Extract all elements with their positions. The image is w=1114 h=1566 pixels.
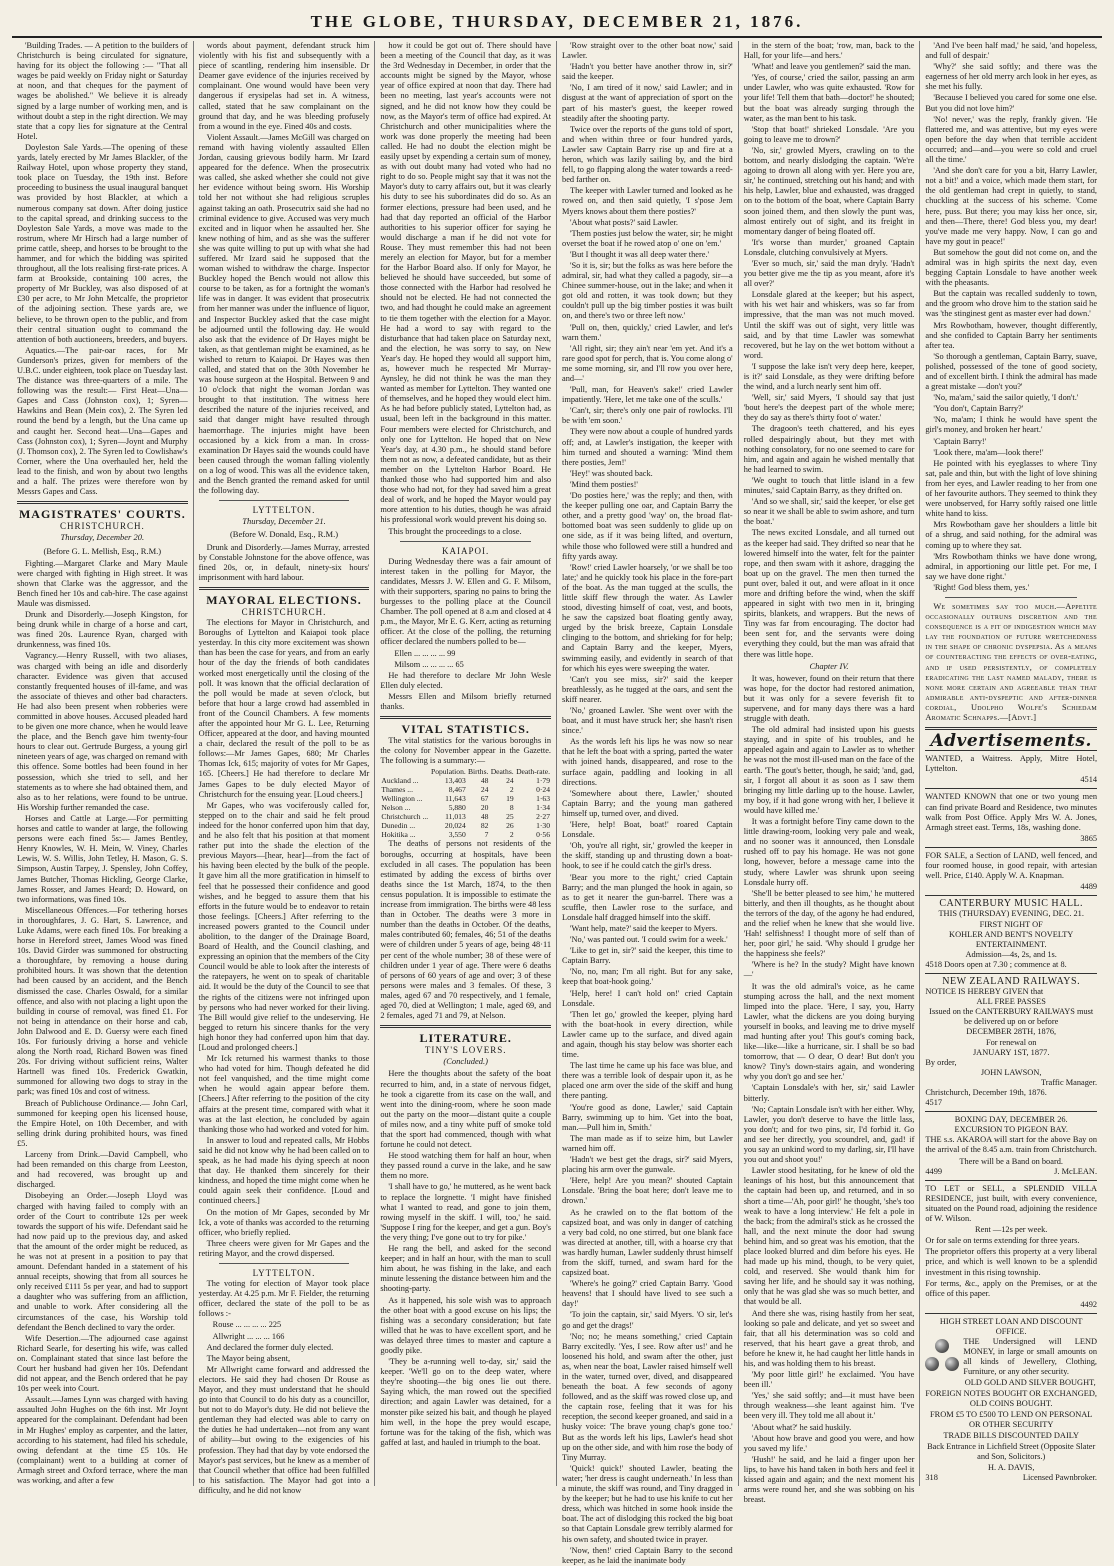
story-paragraph: 'My poor little girl!' he exclaimed. 'You have been ill.' bbox=[743, 1370, 915, 1390]
court-publichouse: Breach of Publichouse Ordinance.— John Carl, summoned for keeping open his licensed house, the Empire Hotel, on 10th December, and with selling drink during prohibited hours, was fined £5. bbox=[17, 1098, 188, 1148]
lyttelton-drunk: Drunk and Disorderly.—James Murray, arrested by Constable Johnstone for the above offence, was fined 20s, or, in default, ninety-six hours' imprisonment with hard labour. bbox=[198, 542, 370, 582]
section-rule bbox=[925, 727, 1097, 730]
story-paragraph: 'Hadn't you better have another throw in, sir?' said the keeper. bbox=[562, 62, 733, 82]
court-fighting: Fighting.—Margaret Clarke and Mary Maule were charged with fighting in High street. It was shown that Clarke was the aggressor, and the Bench fined her 10s and cab-hire. The case against Maule was dismissed. bbox=[17, 558, 188, 608]
ad-waitress: WANTED, a Waitress. Apply, Mitre Hotel, Lyttelton. 4514 bbox=[925, 750, 1097, 788]
story-paragraph: 'Mind them posties!' bbox=[570, 479, 638, 489]
divider bbox=[219, 1263, 350, 1264]
story-paragraph: 'Hey!' was shouted back. bbox=[570, 468, 653, 478]
story-paragraph: 'No,' was panted out. 'I could swim for a week.' bbox=[570, 935, 728, 945]
court-wife-desertion: Wife Desertion.—The adjourned case against Richard Searle, for deserting his wife, was called on. Complainant stated that since last before the Court her husband had given her 10s. Defendant did not appear, and the Bench ordered that he pay 10s per week into Court. bbox=[17, 1333, 188, 1394]
schnapps-advertorial: We sometimes say too much.—Appetite occasionally outruns discretion and the consequence is a fit of indigestion which may lay the foundation of future wretchedness in the shape of chronic dyspepsia. As a means of counteracting the effects of over-eating, and if used persistently, of completely eradicating the last named malady, there is none more certain and agreeable than that admirable anti-dyspeptic and after-dinner cordial, Udolpho Wolfe's Schiedam Aromatic Schnapps.—[Advt.] bbox=[925, 601, 1098, 722]
election-close: This brought the proceedings to a close. bbox=[388, 526, 522, 536]
story-paragraph: 'Quick! quick!' shouted Lawler, beating the water; 'her dress is caught underneath.' In less than a minute, the skiff was round, and Tiny dragged in by the keeper; but he had to use his knife to cut her dress, which was hitched in some hook inside the boat. The act of dislodging this rocked the big boat so that Captain Lonsdale grew terribly alarmed for his own safety, and shouted twice in prayer. bbox=[562, 1463, 733, 1544]
story-paragraph: 'Them posties just below the water, sir; he might overset the boat if he rowed atop o' one on 'em.' bbox=[562, 228, 733, 248]
story-paragraph: 'Bear you more to the right,' cried Captain Barry; and the man plunged the hook in again, so as to get it nearer the gun-barrel. There was a scuffle, then Lawler rose to the surface, and Lonsdale half dragged himself into the skiff. bbox=[562, 872, 733, 922]
column-3 bbox=[375, 41, 557, 1486]
story-paragraph: 'Pull on, then, quickly,' cried Lawler, and let's warn them.' bbox=[562, 322, 733, 342]
story-paragraph: 'Hadn't we best get the drags, sir?' said Myers, placing his arm over the gunwale. bbox=[562, 1155, 733, 1175]
story-paragraph: 'You don't, Captain Barry?' bbox=[933, 404, 1024, 414]
story-paragraph: 'Where is he? In the study? Might have known—' bbox=[743, 960, 915, 980]
court-vagrancy: Vagrancy.—Henry Russell, with two aliases, was charged with being an idle and disorderly character. Evidence was given that accused constantly frequented houses of ill-fame, and was the associate of thieves and other bad characters. He had also been present when robberies were committed in above houses. Accused pleaded hard to be given one more chance, when he would leave the place, and the Bench gave him twenty-four hours to clear out. Gertrude Burgess, a young girl nineteen years of age, was charged on remand with this offence. Some bottles had been found in her possession, which she tried to sell, and her statements as to where she had obtained them, and also as to her relations, were found to be untrue. His Worship further remanded the case. bbox=[17, 651, 188, 812]
story-paragraph: 'Row!' cried Lawler hoarsely, 'or we shall be too late;' and he quickly took his place in the fore-part of the boat. As the man tugged at the sculls, the little skiff flew through the water. As Lawler stood, divesting himself of coat, vest, and boots, he saw the capsized boat floating gently away, urged by the brisk breeze, Captain Lonsdale clinging to the bottom, and shrieking for for help; and Captain Barry and the keeper, Myers, swimming easily, and evidently in search of that for which his eyes were sweeping the water. bbox=[562, 562, 733, 673]
vital-statistics-intro: The vital statistics for the various boroughs in the colony for November appear in the Gazette. The following is a summary:— bbox=[380, 736, 552, 766]
story-paragraph: 'Oh, you're all right, sir,' growled the keeper in the skiff, standing up and thrusting down a boat-hook, to see if he could catch the girl's dress. bbox=[562, 841, 733, 871]
story-paragraph: 'Now, then!' cried Captain Barry to the second keeper, as he laid the inanimate body bbox=[562, 1545, 733, 1565]
table-row: Christchurch ... 11,013 48 25 2·27 bbox=[381, 812, 551, 822]
story-paragraph: 'So it is, sir; but the folks as was here before the admiral, sir, had what they called a pagody, sir—a Chinee summer-house, out in the lake; and when it got old and rotten, it was took down; but they couldn't pull up the big timber posties it was built on, and there's two or three left now.' bbox=[562, 260, 733, 321]
story-paragraph: 'Want help, mate?' said the keeper to Myers. bbox=[570, 923, 718, 933]
chapter-heading: Chapter IV. bbox=[809, 660, 849, 671]
story-paragraph: He pointed with his eyeglasses to where Tiny sat, pale and thin, but with the light of love shining from her eyes, and Lawler reading to her from one of her favourite authors. They seemed to think they were unobserved, for Harry softly raised one little white hand to kiss. bbox=[925, 458, 1098, 519]
literature-heading: LITERATURE. bbox=[419, 1031, 512, 1046]
story-paragraph: 'Like to get in, sir?' said the keeper, this time to Captain Barry. bbox=[562, 946, 733, 966]
election-declared: And declared the former duly elected. bbox=[206, 1342, 334, 1352]
story-paragraph: The old admiral had insisted upon his guests staying, and in spite of his troubles, and he appealed again and again to Lawler as to whether he was not the most ill-used man on the face of the earth. 'The gout's better, though, he said; 'and, gad, sir, I forgot all about it as soon as I saw them bringing my little darling up to the house. Lawler, my boy, if it had gone wrong with her, I believe it would have killed me.' bbox=[743, 725, 915, 815]
story-paragraph: 'You're good as done, Lawler,' said Captain Barry, swimming up to him. 'Get into the boat, man.—Pull him in, Smith.' bbox=[562, 1102, 733, 1132]
court-date: Thursday, December 20. bbox=[60, 532, 145, 543]
table-row: Thames ... 8,467 24 2 0·24 bbox=[381, 785, 551, 795]
article-doyleston-sale-yards: Doyleston Sale Yards.—The opening of these yards, lately erected by Mr James Blackler, of the Railway Hotel, upon whose property they stand, took place on Tuesday, the 19th inst. Before proceeding to business the usual inaugural banquet was provided by host Blackler, at which a numerous company sat down. After doing justice to the capital spread, and drinking success to the Doyleston Sale Yards, a move was made to the rostrum, where Mr Hirsch had a large number of prime cattle, sheep, and horses to be brought to the hammer, and for which the bidding was spirited throughout, all the lots realising first-rate prices. A farm at Brookside, containing 100 acres, the property of Mr Buckley, was also disposed of at £30 per acre, to Mr John Metcalfe, the proprietor of the adjoining section. These yards are, we believe, to be thrown open to the public, and from their central situation ought to command the attention of both auctioneers, breeders, and buyers. bbox=[17, 142, 188, 344]
story-paragraph: 'I suppose the lake isn't very deep here, keeper, is it?' said Lonsdale, as they were drifting before the wind, and a lurch nearly sent him off. bbox=[743, 361, 915, 392]
story-paragraph: Mrs Rowbotham gave her shoulders a little bit of a shrug, and said nothing, for the admiral was coming up to where they sat. bbox=[925, 520, 1098, 550]
election-christchurch: The elections for Mayor in Christchurch, and Boroughs of Lyttelton and Kaiapoi took place yesterday. In this city more excitement was shown than has been the case for years, and from an early hour of the day the friends of both candidates worked most energetically until the closing of the poll. It was known that the official declaration of the poll would be made at seven o'clock, but before that hour a large crowd had assembled in front of the Council Chambers. A few moments after the appointed hour Mr G. L. Lee, Returning Officer, appeared at the door, and having mounted a chair, declared the result of the poll to be as follows:—Mr James Gapes, 680; Mr Charles Thomas Ick, 615; majority of votes for Mr Gapes, 165. [Cheers.] He had therefore to declare Mr James Gapes to be duly elected Mayor of Christchurch for the ensuing year. [Loud cheers.] bbox=[198, 618, 370, 799]
election-allwright-cont: how it could be got out of. There should have been a meeting of the Council that day, as it was the 3rd Wednesday in December, in order that the accounts might be signed by the Mayor, whose year of office expired at noon that day. There had been no meeting, last year's accounts were not signed, and he did not know how they could be now, as the Mayor's term of office had expired. At Christchurch and other municipalities where the work was done properly the meeting had been called. He had no doubt the election might be easily upset by expending a certain sum of money, as with out doubt many had voted who had no right to do so. People might say that it was not the Mayor's duty to carry affairs out, but it was clearly his duty to see his subordinates did do so. As an former elections, pressure had been used, and he had that day reported an official of the Harbor authorities to his superior officer for saying he would discharge a man if he did not vote for Rouse. They must remember this had not been merely an election for Mayor, but for a member for the Harbor Board also. If only for Mayor, he believed he should have succeeded, but some of those connected with the Harbor had resolved he should not be elected. He had not connected the two, and had thought he could make an agreement to tie them together with the election for a Mayor. He had a word to say with regard to the disturbance that had taken place on Saturday next, and the election, he was sorry to say, on New Year's day. He hoped they would all support him, as, however much he respected Mr Murray-Aynsley, he did not think he was the man they wanted as member for Lyttelton. They wanted one of themselves, and he hoped they would elect him. As he had before publicly stated, Lyttelton had, as usual, been left in the background in this matter. Four members were elected for Christchurch, and only one for Lyttelton. He hoped that on New Year's day, at 4.30 p.m., he should stand before them not as now, a defeated candidate, but as their member on the Lyttelton Harbor Board. He thanked those who had supported him and also those who had not, for they had saved him a great deal of work, and he hoped the Mayor would pay more attention to his duties, though he was afraid his professional work would prevent his doing so. bbox=[380, 41, 552, 525]
story-paragraph: 'I shall have to go,' he muttered, as he went back to replace the lorgnette. 'I might have finished what I wanted to read, and gone to join them, rowing myself in the skiff. I will, too,' he said. 'Suppose I ring for the keeper, and get a gun. Boy's the very thing; I've gone out to try for pike.' bbox=[380, 1182, 552, 1242]
story-paragraph: 'No, no, man; I'm all right. But for any sake, keep that boat-hook going.' bbox=[562, 967, 733, 987]
story-paragraph: 'We ought to touch that little island in a few minutes,' said Captain Barry, as they drifted on. bbox=[743, 475, 915, 496]
poll-row: Rouse ... ... ... ... 225 bbox=[212, 1320, 282, 1330]
story-paragraph: 'No, sir,' growled Myers, crawling on to the bottom, and nearly dislodging the captain. 'We're agoing to drown all along with yer. Here you are, sir,' he continued, stretching out his hand; and with his help, Lawler, blue and exhausted, was dragged on to the bottom of the boat, where Captain Barry soon joined them, and then slowly the punt was, almost entirely out of sight, and its freight in momentary danger of being floated off. bbox=[743, 145, 915, 236]
divider bbox=[219, 500, 350, 501]
election-kaiapoi-thanks: Messrs Ellen and Milsom briefly returned thanks. bbox=[380, 691, 552, 711]
ad-boxing-day-excursion: BOXING DAY, DECEMBER 26. EXCURSION TO PIGEON BAY. THE s.s. AKAROA will start for the above Bay on the arrival of the 8.45 a.m. train from Christchurch. There will be a Band on board. 4499 J. McLEAN. bbox=[925, 1111, 1097, 1180]
story-paragraph: 'And she don't care for you a bit, Harry Lawler, not a bit!' and a voice, which made them start, for the old gentleman had crept in quietly, to stand, chuckling at the success of his scheme. 'Come here, puss. But there; you may kiss her once, sir, and then—There, there! God bless you, my dear! you've made me very happy. Now, I can go and have my gout in peace!' bbox=[925, 166, 1098, 246]
court-larceny: Larceny from Drink.—David Campbell, who had been remanded on this charge from Leeston, and had recovered, was brought up and discharged. bbox=[17, 1150, 188, 1190]
court-misc: Miscellaneous Offences.—For tethering horses in thoroughfares, J. G. Hart, S. Lawrence, and Luke Adams, were each fined 10s. For breaking a horse in Hereford street, James Wood was fined 10s. David Girder was summoned for obstructing a thoroughfare, by removing a house during prohibited hours. It was shown that the detention had been caused by an accident, and the Bench dismissed the case. Charles Oswald, for a similar offence, and also with not placing a light upon the building in course of removal, was fined £1. For not being in attendance on their horse and cab, John Dalwood and E. D. Guersy were each fined 10s. For furiously driving a horse and vehicle along the North road, Richard Bowen was fined 20s. For driving without sufficient reins, Walter Hartnell was fined 10s. Frederick Gwatkin, summoned for allowing two dogs to stray in the park; was fined 10s and cost of witness. bbox=[17, 905, 188, 1097]
column-4 bbox=[557, 41, 739, 1565]
story-paragraph: He stood watching them for half an hour, when they passed round a curve in the lake, and he saw them no more. bbox=[380, 1151, 552, 1181]
column-5 bbox=[739, 41, 921, 1505]
court-assault: Assault.—James Lynn was charged with having assaulted John Hughes on the 6th inst. Mr Joynt appeared for the complainant. Defendant had been in Mr Hughes' employ as carpenter, and the latter, according to his statement, had filed his schedule, owing defendant at the time £5 10s. He (complainant) went to a building at corner of Armagh street and Oxford terrace, where the man was working, and after a few bbox=[17, 1395, 188, 1486]
story-paragraph: As he crawled on to the flat bottom of the capsized boat, and was only in danger of catching a very bad cold, no one stirred, but one blank face was directed at another, till, with a hoarse cry that was hardly human, Lawler suddenly thrust himself from the skiff, turned, and swam hard for the capsized boat. bbox=[562, 1207, 733, 1278]
column-2 bbox=[194, 41, 376, 1495]
story-paragraph: 'Yes, of course,' cried the sailor, passing an arm under Lawler, who was quite exhausted. 'Row for your life! Tell them that bath—doctor!' he shouted; but the boat was already surging through the water, as the man bent to his task. bbox=[743, 73, 915, 123]
story-paragraph: 'Somewhere about there, Lawler,' shouted Captain Barry; and the young man gathered himself up, turned over, and dived. bbox=[562, 788, 733, 818]
story-paragraph: 'No, ma'am,' said the sailor quietly, 'I don't.' bbox=[933, 393, 1079, 403]
vital-statistics-text: The deaths of persons not residents of the boroughs, occurring at hospitals, have been excluded in all cases. The population has been estimated by adding the excess of births over deaths since the 1st March, 1874, to the then census population. It is impossible to estimate the increase from immigration. The births were 48 less than in October. The deaths were 3 more in number than the deaths in October. Of the deaths, males contributed 60; females, 46; 51 of the deaths were of children under 5 years of age, being 48·11 per cent of the whole number; 38 of these were of children under 1 year of age. There were 6 deaths of persons of 60 years of age and over; 3 of these persons were males and 3 females. Of these, 3 males, aged 67 and 70 respectively, and 1 female, aged 70, died at Wellington; 1 male, aged 69, and 2 females, aged 71 and 79, at Nelson. bbox=[380, 839, 552, 1021]
column-1 bbox=[12, 41, 194, 1486]
table-row: Hokitika ... 3,550 7 2 0·56 bbox=[381, 830, 551, 840]
court-disobeying: Disobeying an Order.—Joseph Lloyd was charged with having failed to comply with an order of the Court to contribute 12s per week towards the support of his wife. Defendant said he had now paid up to the previous day, and asked that the amount of the order might be reduced, as he was not at present in a position to pay that amount. Defendant handed in a statement of his annual receipts, showing that from all sources he only received £111 5s per year, and had to support a daughter who was suffering from an affliction, and unable to work. After considering all the circumstances of the case, his Worship told defendant the Bench declined to vary the order. bbox=[17, 1191, 188, 1332]
masthead: THE GLOBE, THURSDAY, DECEMBER 21, 1876. bbox=[310, 12, 804, 31]
story-paragraph: 'Here, help! Are you mean?' shouted Captain Lonsdale. 'Bring the boat here; don't leave me to drown.' bbox=[562, 1176, 733, 1206]
story-paragraph: 'To join the captain, sir,' said Myers. 'O sir, let's go and get the drags!' bbox=[562, 1310, 733, 1330]
story-paragraph: 'But I thought it was all deep water there.' bbox=[570, 249, 710, 259]
vital-statistics-heading: VITAL STATISTICS. bbox=[401, 722, 530, 737]
story-paragraph: 'Can't you see miss, sir?' said the keeper breathlessly, as he tugged at the oars, and sent the skiff nearer. bbox=[562, 674, 733, 704]
story-paragraph: 'Right! God bless them, yes.' bbox=[933, 582, 1030, 592]
story-paragraph: 'And I've been half mad,' he said, 'and hopeless, and full of despair.' bbox=[925, 41, 1098, 61]
ad-villa-to-let: TO LET or SELL, a SPLENDID VILLA RESIDENCE, just built, with every convenience, situated on the Pound road, adjoining the residence of W. Wilson. Rent —12s per week. Or for sale on terms extending for three years. The proprietor offers this property at a very liberal price, and which is well known to be a splendid investment in this rising township. For terms, &c., apply on the Premises, or at the office of this paper. 4492 bbox=[925, 1180, 1097, 1313]
section-rule bbox=[380, 716, 551, 719]
story-paragraph: 'Then let go,' growled the keeper, plying hard with the boat-hook in every direction, while Lawler came up to the surface, and dived again and again, though his stay below was shorter each time. bbox=[562, 1009, 733, 1060]
kaiapoi-subheading: KAIAPOI. bbox=[442, 545, 490, 556]
court-violent-assault: Violent Assault.—James McGill was charged on remand with having violently assaulted Ellen Jordan, causing grievous bodily harm. Mr Izard appeared for the defence. When the prosecutrix was called, she asked whether she could not give her evidence without being sworn. His Worship told her not without she had religious scruples against taking an oath. Prosecutrix said she had no criminal evidence to give. Accused was very much excited and in liquor when he assaulted her. She knew nothing of him, and as she was the sufferer she was quite willing to put up with what she had suffered. Mr Izard said he supposed that the woman wished to withdraw the charge. Inspector Buckley hoped the Bench would not allow this course to be taken, as for a fortnight the woman's life was in danger. It was evident that prosecutrix from her manner was under the influence of liquor, and Inspector Buckley asked that the case might be adjourned until the following day. He would also ask that the evidence of Dr Hayes might be taken, as that gentleman might be examined, as he wished to return to Kaiapoi. Dr Hayes was then called, and stated that on the 30th November he was house surgeon at the Hospital. Between 9 and 10 o'clock that night the woman Jordan was brought to that institution. The witness here described the nature of the injuries received, and said that danger might have resulted through haemorrhage. The injuries might have been occasioned by a kick from a man. In cross-examination Dr Hayes said the wounds could have been caused through the woman falling violently on a log of wood. This was all the evidence taken, and the Bench granted the remand asked for until the following day. bbox=[198, 132, 370, 496]
story-paragraph: 'Mrs Rowbotham thinks we have done wrong, admiral, in apportioning our little pet. For me, I say we have done right.' bbox=[925, 551, 1098, 581]
election-mayor-absent: The Mayor being absent, bbox=[206, 1353, 291, 1363]
story-paragraph: 'Do posties here,' was the reply; and then, with the keeper pulling one oar, and Captain Barry the other, and a pretty good 'way' on, the broad flat-bottomed boat was seen suddenly to glide up on one side, as if it was being lifted, and overturn, while those who followed were still a hundred and fifty yards away. bbox=[562, 491, 733, 561]
magistrates-courts-heading: MAGISTRATES' COURTS. bbox=[18, 507, 186, 522]
story-paragraph: But the captain was recalled suddenly to town, and the groom who drove him to the station said he was 'the stinginest gent as master ever had down.' bbox=[925, 289, 1098, 319]
court-before: (Before G. L. Mellish, Esq., R.M.) bbox=[43, 545, 162, 556]
story-paragraph: 'Yes,' she said softly; and—it must have been through weakness—she leant against him. 'I've been very ill. They told me all about it.' bbox=[743, 1391, 915, 1421]
section-rule bbox=[199, 587, 370, 590]
story-paragraph: The dragoon's teeth chattered, and his eyes rolled despairingly about, but they met with nothing consolatory, for no one seemed to care for him, and again and again he wished mentally that he had learned to swim. bbox=[743, 424, 915, 474]
column-6 bbox=[920, 41, 1102, 1486]
story-paragraph: 'No, I am tired of it now,' said Lawler; and in disgust at the want of appreciation of sport on the part of his master's guest, the keeper rowed steadily after the shooting party. bbox=[562, 83, 733, 123]
pawnbroker-balls-icon bbox=[925, 1339, 959, 1379]
election-kaiapoi: During Wednesday there was a fair amount of interest taken in the polling for Mayor, the candidates, Messrs J. W. Ellen and G. F. Milsom, with their supporters, sparing no pains to bring the burgesses to the polling place at the Council Chamber. The poll opened at 8 a.m and closed at 4 p.m., the Mayor, Mr E. G. Kerr, acting as returning officer. At the close of the polling, the returning officer declared the numbers polled to be— bbox=[380, 556, 552, 647]
story-paragraph: Mrs Rowbotham, however, thought differently, and she confided to Captain Barry her sentiments after tea. bbox=[925, 320, 1098, 350]
lyttelton-subheading: LYTTELTON. bbox=[252, 505, 316, 516]
election-ick-speech: Mr Ick returned his warmest thanks to those who had voted for him. Though defeated he did not feel vanquished, and the time might come when he would again appear before them. [Cheers.] After referring to the position of the city affairs at the present time, compared with what it was at the last election, he concluded by again thanking those who had worked and voted for him. bbox=[198, 1054, 370, 1134]
mayoral-elections-heading: MAYORAL ELECTIONS. bbox=[206, 592, 362, 607]
court-assault-cont: words about payment, defendant struck him violently with his fist and subsequently with a piece of scantling, rendering him insensible. Dr Deamer gave evidence of the injuries received by complainant. One wound would have been very dangerous if erysipelas had set in. A witness, called, stated that he saw complainant on the ground that day, and he was bleeding profusely from a wound in the eye. Fined 40s and costs. bbox=[198, 41, 370, 131]
story-paragraph: 'They be a-running well to-day, sir,' said the keeper. 'We'll go on to the deep water, where they're shooting—the big ones lie out there. Saying which, the man rowed out the specified direction; and again Lawler was detained, for a monster pike seized his bait, and though he played him well, in the hope the prey would escape, fortune was for the taking of the fish, which was gaffed at last, and hauled in triumph to the boat. bbox=[380, 1357, 552, 1447]
story-paragraph: He rang the bell, and asked for the second keeper; and in half an hour, with the man to scull him about, he was fishing in the lake, and each minute lessening the distance between him and the shooting-party. bbox=[380, 1244, 552, 1294]
story-paragraph: 'No; Captain Lonsdale isn't with her either. Why, Lawler, you don't deserve to have the little lass, you don't; and for two pins, sir, I'd forbid it. Go and see her directly, you scoundrel, and, gad! if you say an unkind word to my darling, sir, I'll have you out and shoot you!' bbox=[743, 1104, 915, 1165]
vital-statistics-table bbox=[380, 767, 551, 839]
ad-music-hall: CANTERBURY MUSIC HALL. THIS (THURSDAY) EVENING, DEC. 21. FIRST NIGHT OF KOHLER AND BENT'S NOVELTY ENTERTAINMENT. Admission—4s, 2s, and 1s. 4518 Doors open at 7.30 ; commence at 8. bbox=[925, 895, 1097, 973]
table-row: Auckland ... 13,403 48 24 1·79 bbox=[381, 776, 551, 786]
story-paragraph: 'No, ma'am; I think he would have spent the girl's money, and broken her heart.' bbox=[925, 415, 1098, 435]
story-paragraph: The last time he came up his face was blue, and there was a terrible look of despair upon it, as he placed one arm over the side of the skiff and hung there panting. bbox=[562, 1061, 733, 1101]
story-paragraph: 'Can't, sir; there's only one pair of rowlocks. I'll be with 'em soon.' bbox=[562, 406, 733, 426]
masthead-rule bbox=[12, 36, 1102, 38]
christchurch-subheading-2: CHRISTCHURCH. bbox=[241, 606, 327, 617]
story-paragraph: 'Well, sir,' said Myers, 'I should say that just 'bout here's the deepest part of the whole mere; they do say as there's thirty foot o' water.' bbox=[743, 393, 915, 423]
story-paragraph: And there she was, rising hastily from her seat, looking so pale and delicate, and yet so sweet and fair, that all his determination was so cold and reserved, that his heart gave a great throb, and before he knew it, he had caught her little hands in his, and was holding them to his breast. bbox=[743, 1308, 915, 1368]
story-paragraph: 'Captain Lonsdale's with her, sir,' said Lawler bitterly. bbox=[743, 1083, 915, 1103]
poll-row: Ellen ... ... ... ... 99 bbox=[394, 648, 456, 658]
table-row: Wellington ... 11,643 67 19 1·63 bbox=[381, 794, 551, 804]
election-lyttelton: The voting for election of Mayor took place yesterday. At 4.25 p.m. Mr F. Fielder, the returning officer, declared the state of the poll to be as follows :- bbox=[198, 1279, 370, 1319]
story-paragraph: 'Captain Barry!' bbox=[933, 436, 987, 446]
story-paragraph: As the words left his lips he was now so near that he left the boat with a spring, parted the water with joined hands, disappeared, and rose to the surface again, paddling and looking in all directions. bbox=[562, 737, 733, 787]
story-paragraph: 'Look there, ma'am—look there!' bbox=[933, 447, 1044, 457]
story-paragraph: Twice over the reports of the guns told of sport, and when within three or four hundred yards, Lawler saw Captain Barry rise up and fire at a heron, which was lazily sailing by, and the bird fell, to go flapping along the water towards a reed-bed farther on. bbox=[562, 124, 733, 185]
section-rule bbox=[17, 501, 188, 504]
story-paragraph: 'All right, sir; they ain't near 'em yet. And it's a rare good spot for perch, that is. You come along o' me some morning, sir, and I'll row you over here, and—' bbox=[562, 343, 733, 383]
table-row: Dunedin ... 20,024 82 26 1·30 bbox=[381, 821, 551, 831]
story-paragraph: 'What! and leave you gentlemen?' said the man. bbox=[751, 62, 911, 72]
divider bbox=[945, 597, 1077, 598]
story-paragraph: Lonsdale glared at the keeper; but his aspect, with his wet hair and whiskers, was so far from impressive, that the man was not much moved. Until the skiff was out of sight, very little was said, and by that time Lawler was somewhat recovered, but he lay on the wet bottom without a word. bbox=[743, 290, 915, 360]
story-paragraph: 'And so we shall, sir,' said the keeper, 'or else get so near it we shall be able to swim ashore, and turn the boat.' bbox=[743, 497, 915, 527]
christchurch-subheading: CHRISTCHURCH. bbox=[59, 521, 145, 532]
story-paragraph: 'Ever so much, sir,' said the man dryly. 'Hadn't you better give me the tip as you meant, afore it's all over?' bbox=[743, 258, 915, 289]
poll-row: Milsom ... ... ... ... 65 bbox=[394, 659, 464, 669]
table-header-row: Population. Births. Deaths. Death-rate. bbox=[430, 767, 551, 777]
story-paragraph: They were now about a couple of hundred yards off; and, at Lawler's instigation, the keeper with him turned and shouted a warning: 'Mind them there posties, Jem!' bbox=[562, 427, 733, 467]
story-paragraph: It was a fortnight before Tiny came down to the little drawing-room, looking very pale and weak, and no sooner was it announced, then Lonsdale rushed off to pay his homage. He was not gone long, however, before a message came into the study, where Lawler was shrunk upon seeing Lonsdale hurry off. bbox=[743, 817, 915, 887]
story-paragraph: 'So thorough a gentleman, Captain Barry, suave, polished, possessed of the tone of good society, and of excellent birth. I think the admiral has made a great mistake —don't you?' bbox=[925, 351, 1098, 392]
story-paragraph: 'It's worse than murder,' groaned Captain Lonsdale, clutching convulsively at Myers. bbox=[743, 237, 915, 257]
story-paragraph: 'About what?' he said huskily. bbox=[751, 1422, 852, 1432]
lyttelton-before: (Before W. Donald, Esq., R.M.) bbox=[229, 529, 339, 540]
story-paragraph: 'No; no; he means something,' cried Captain Barry excitedly. 'Yes, I see. Row after us!' and he loosened his hold, and swam after the other, just as, when near the boat, Lawler raised himself well in the water, turned over, dived, and disappeared beneath the boat. A few seconds of agony followed, and as the skiff was rowed close up, and the captain rose, feeling that it was for his reception, the second keeper groaned, and said in a husky voice: 'The brave young chap's gone too.' But as the words left his lips, Lawler's head shot up on the other side, and with him rose the body of Tiny Murray. bbox=[562, 1331, 733, 1462]
story-paragraph: 'Pull, man, for Heaven's sake!' cried Lawler impatiently. 'Here, let me take one of the sculls.' bbox=[562, 385, 733, 405]
election-allwright: Mr Allwright came forward and addressed the electors. He said they had chosen Dr Rouse as Mayor, and they must understand that he should go into that Council to do his duty as a councillor, but not to do Mayor's duty. He did not believe the gentleman they had elected was able to carry on the duties he had undertaken—not from any want of ability—but owing to the exigencies of his profession. They had that day by vote endorsed the Mayor's past services, but he knew as a member of that Council whether that office had been fulfilled to his satisfaction. The Mayor had got into a difficulty, and he did not know bbox=[198, 1364, 370, 1495]
story-paragraph: 'About how brave and good you were, and how you saved my life.' bbox=[743, 1433, 915, 1453]
story-paragraph: It was the old admiral's voice, as he came stumping across the hall, and the next moment limped into the place. 'Here, I say, you, Harry Lawler, what the dickens are you doing burying yourself in books, and leaving me to drive myself mad hunting after you! This gout's coming back, like—like—like a hurricane, sir. I shall be so bad tomorrow, that — O dear, O dear! But don't you know? Tiny's down-stairs again, and wondering why you don't go and see her.' bbox=[743, 981, 915, 1082]
story-note: (Concluded.) bbox=[443, 1056, 488, 1067]
election-vote-thanks: On the motion of Mr Gapes, seconded by Mr Ick, a vote of thanks was accorded to the returning officer, who briefly replied. bbox=[198, 1207, 370, 1237]
story-paragraph: 'No,' groaned Lawler. 'She went over with the boat, and it must have struck her; she hasn't risen since.' bbox=[562, 706, 733, 736]
court-horses: Horses and Cattle at Large.—For permitting horses and cattle to wander at large, the following persons were each fined 5s:— James Bentley, Henry Knowles, W. H. Mein, W. Viney, Charles Lewis, W. S. Willis, John Tetley, H. Mason, G. S. Simpson, Austin Tarpey, J. Spensley, John Coffey, James Butcher, Thomas Hickling, George Clarke, James Rosser, and James Heard; D. Howard, on two informations, was fined 10s. bbox=[17, 813, 188, 904]
story-paragraph: 'Row straight over to the other boat now,' said Lawler. bbox=[562, 41, 733, 61]
lyttelton-date: Thursday, December 21. bbox=[242, 516, 326, 527]
story-paragraph: But somehow the gout did not come on, and the admiral was in high spirits the next day, even begging Captain Lonsdale to have another week with the pheasants. bbox=[925, 247, 1098, 288]
ad-railways-notice: NEW ZEALAND RAILWAYS. NOTICE IS HEREBY GIVEN that ALL FREE PASSES Issued on the CANTERBURY RAILWAYS must be delivered up on or before DECEMBER 28TH, 1876, For renewal on JANUARY 1ST, 1877. By order, JOHN LAWSON, Traffic Manager. Christchurch, December 19th, 1876. 4517 bbox=[925, 973, 1097, 1111]
story-paragraph: 'Hush!' he said, and he laid a finger upon her lips, to have his hand taken in both hers and feel it kissed again and again; and the next moment his arms were round her, and she was sobbing on his breast. bbox=[743, 1454, 915, 1505]
columns bbox=[12, 41, 1102, 1565]
election-cheers: Three cheers were given for Mr Gapes and the retiring Mayor, and the crowd dispersed. bbox=[198, 1238, 370, 1258]
story-paragraph: The man made as if to seize him, but Lawler warned him off. bbox=[562, 1133, 733, 1153]
story-paragraph: Lawler stood hesitating, for he knew of old the leanings of his host, but this announcement that the captain had been up, and returned, and in so short a time—'Ah, poor girl!' he thought, 'she's too weak to have a long interview.' He felt a pole in the back; from the admiral's stick as he crossed the hall, and the next minute the door had swung behind him, and so great was his emotion, that the place looked blurred and dim before his eyes. He had made up his mind, though, to be very quiet, cold, and reserved. She would thank him for saving her life, and he should say it was nothing, only that he was glad she was so much better, and that would be all. bbox=[743, 1166, 915, 1307]
story-paragraph: 'Help, here! I can't hold on!' cried Captain Lonsdale. bbox=[562, 988, 733, 1008]
table-row: Nelson ... 5,880 20 8 1·34 bbox=[381, 803, 551, 813]
story-paragraph: Here the thoughts about the safety of the boat recurred to him, and, in a state of nervous fidget, he took a cigarette from its case on the wall, and went into the dining-room, where he soon made out the party on the moor—distant quite a couple of miles now, and a tiny white puff of smoke told that the sport had commenced, though with what fortune he could not detect. bbox=[380, 1069, 552, 1150]
lyttelton-subheading-2: LYTTELTON. bbox=[252, 1267, 316, 1278]
election-kaiapoi-declared: He had therefore to declare Mr John Wesle Ellen duly elected. bbox=[380, 670, 552, 690]
court-drunk: Drunk and Disorderly.—Joseph Kingston, for being drunk while in charge of a horse and cart, was fined 20s. Laurence Ryan, charged with drunkenness, was fined 10s. bbox=[17, 610, 188, 650]
ad-land-for-sale: FOR SALE, a Section of LAND, well fenced, and four roomed house, in good repair, with artesian well. Price, £140. Apply W. A. Knapman. 4489 bbox=[925, 847, 1097, 895]
story-paragraph: 'Why?' she said softly; and there was the eagerness of her old merry arch look in her eyes, as she met his fully. bbox=[925, 62, 1098, 92]
election-gapes-speech: Mr Gapes, who was vociferously called for, stepped on to the chair and said he felt proud indeed for the honor conferred upon him that day, and he also felt that his position at that moment rather put into the shade the election of the previous Mayors—[hear, hear]—from the fact of his having been elected by the bulk of the people. It gave him all the more gratification in himself to feel that he possessed their confidence and good wishes, and he begged to assure them that his efforts in the future would be to endeavor to retain those feelings. [Cheers.] After referring to the increased powers granted to the Council under abolition, to the danger of the Drainage Board, Board of Health, and the Council clashing, and expressing an opinion that the members of the City Council would be able to look after the interests of the ratepayers, he went on to speak of charitable aid. It would be the duty of the Council to see that the rights of the citizens were not infringed upon by persons who had never worked for their living. The Bill would give relief to the undeserving. He begged to return his sincere thanks for the very high honor they had conferred upon him that day. [Loud and prolonged cheers.] bbox=[198, 800, 370, 1052]
article-aquatics: Aquatics.—The pair-oar races, for Mr Gunderson's prizes, given for members of the U.B.C. under eighteen, took place on Tuesday last. The distance was three-quarters of a mile. The following was the result:— First Heat—Una—Gapes and Cass (Johnston cox), 1; Syren—Hawkins and Bean (Mein cox), 2. The Syren led round the bend by a length, but the Una came up and caught her. Second heat—Una—Gapes and Cass (Johnston cox), 1; Syren—Joynt and Murphy (J. Thomson cox), 2. The Syren led to Cowlishaw's Corner, where the Una overhauled her, held the lead to the finish, and won by about two lengths and a half. The prizes were therefore won by Messrs Gapes and Cass. bbox=[17, 345, 188, 497]
divider bbox=[400, 541, 531, 542]
story-paragraph: As it happened, his sole wish was to approach the other boat with a good excuse on his lips; the fishing was a secondary consideration; but fate willed that he was to have excellent sport, and he was delayed three times to master and capture a goodly pike. bbox=[380, 1295, 552, 1355]
ad-loan-office: HIGH STREET LOAN AND DISCOUNT OFFICE. THE Undersigned will LEND MONEY, in large or small amounts on all kinds of Jewellery, Clothing, Furniture, or any other security. OLD GOLD AND SILVER BOUGHT, FOREIGN NOTES BOUGHT OR EXCHANGED, OLD COINS BOUGHT. FROM £5 TO £500 TO LEND ON PERSONAL OR OTHER SECURITY TRADE BILLS DISCOUNTED DAILY Back Entrance in Lichfield Street (Opposite Slater and Son, Solicitors.) H. A. DAVIS, 318 Licensed Pawnbroker. bbox=[925, 1313, 1097, 1487]
story-paragraph: 'Where's he going?' cried Captain Barry. 'Good heavens! that I should have lived to see such a day!' bbox=[562, 1279, 733, 1309]
election-hobbs: In answer to loud and repeated calls, Mr Hobbs said he did not know why he had been called on to speak, as he had made his dying speech at noon that day. He thanked them sincerely for their kindness, and hoped the time might come when he could again seek their confidence. [Loud and continued cheers.] bbox=[198, 1135, 370, 1206]
story-paragraph: 'Stop that boat!' shrieked Lonsdale. 'Are you going to leave me to drown?' bbox=[743, 124, 915, 144]
story-title: TINY'S LOVERS. bbox=[424, 1045, 507, 1056]
story-paragraph: 'She'll be better pleased to see him,' he muttered bitterly, and then ill thoughts, as he thought about the terrors of the day, of the agony he had endured, and the relief when he knew that she would live. 'Hah! selfishness! I thought more of self than of her, poor girl,' he said. 'Why should I grudge her the happiness she feels?' bbox=[743, 888, 915, 959]
poll-row: Allwright ... ... ... 166 bbox=[212, 1331, 285, 1341]
section-rule bbox=[380, 1025, 551, 1028]
advertisements-heading: Advertisements. bbox=[930, 731, 1092, 752]
story-paragraph: 'Here, help! Boat, boat!' roared Captain Lonsdale. bbox=[562, 820, 733, 840]
story-paragraph: The news excited Lonsdale, and all turned out as the keeper had said. They drifted so near that he lowered himself into the water, felt for the painter rope, and then swam with it ashore, dragging the boat up on the gravel. The men then turned the punt over, baled it out, and were afloat in it once more and drifting before the wind, when the skiff appeared in sight with two men in it, bringing spirits, blankets, and wrappers. But the news of Tiny was far from encouraging. The doctor had been sent for, and the servants were doing everything they could, but the man was afraid that there was little hope. bbox=[743, 528, 915, 659]
story-paragraph: in the stern of the boat; 'row, man, back to the Hall, for your life—and hers.' bbox=[743, 41, 915, 61]
story-paragraph: 'Because I believed you cared for some one else. But you did not love him?' bbox=[925, 93, 1098, 113]
story-paragraph: The keeper with Lawler turned and looked as he rowed on, and then said quietly, 'I s'pose Jem Myers knows about them there posties?' bbox=[562, 186, 733, 216]
story-paragraph: It was, however, found on their return that there was hope, for the doctor had restored animation, but it was only for a severe feverish fit to supervene, and for many days there was a hard struggle with death. bbox=[743, 673, 915, 724]
story-paragraph: 'About what posts?' said Lawler. bbox=[570, 217, 678, 227]
article-building-trades: 'Building Trades. — A petition to the builders of Christchurch is being circulated for signature, having for its object the following :— "That all wages be paid weekly on Friday night or Saturday at noon, and that cheques for the payment of wages be abolished." We believe it is already signed by a large number of working men, and is without doubt a step in the right direction. We may state that a copy lies for signature at the Central Hotel. bbox=[17, 41, 188, 141]
story-paragraph: 'No! never,' was the reply, frankly given. 'He flattered me, and was attentive, but my eyes were open before the day when that terrible accident occurred; and—and—you were so cold and cruel all the time.' bbox=[925, 114, 1098, 165]
ad-board-residence: WANTED KNOWN that one or two young men can find private Board and Residence, two minutes walk from Post Office. Apply Mrs W. A. Jones, Armagh street east. Terms, 18s, washing done. 3865 bbox=[925, 788, 1097, 846]
